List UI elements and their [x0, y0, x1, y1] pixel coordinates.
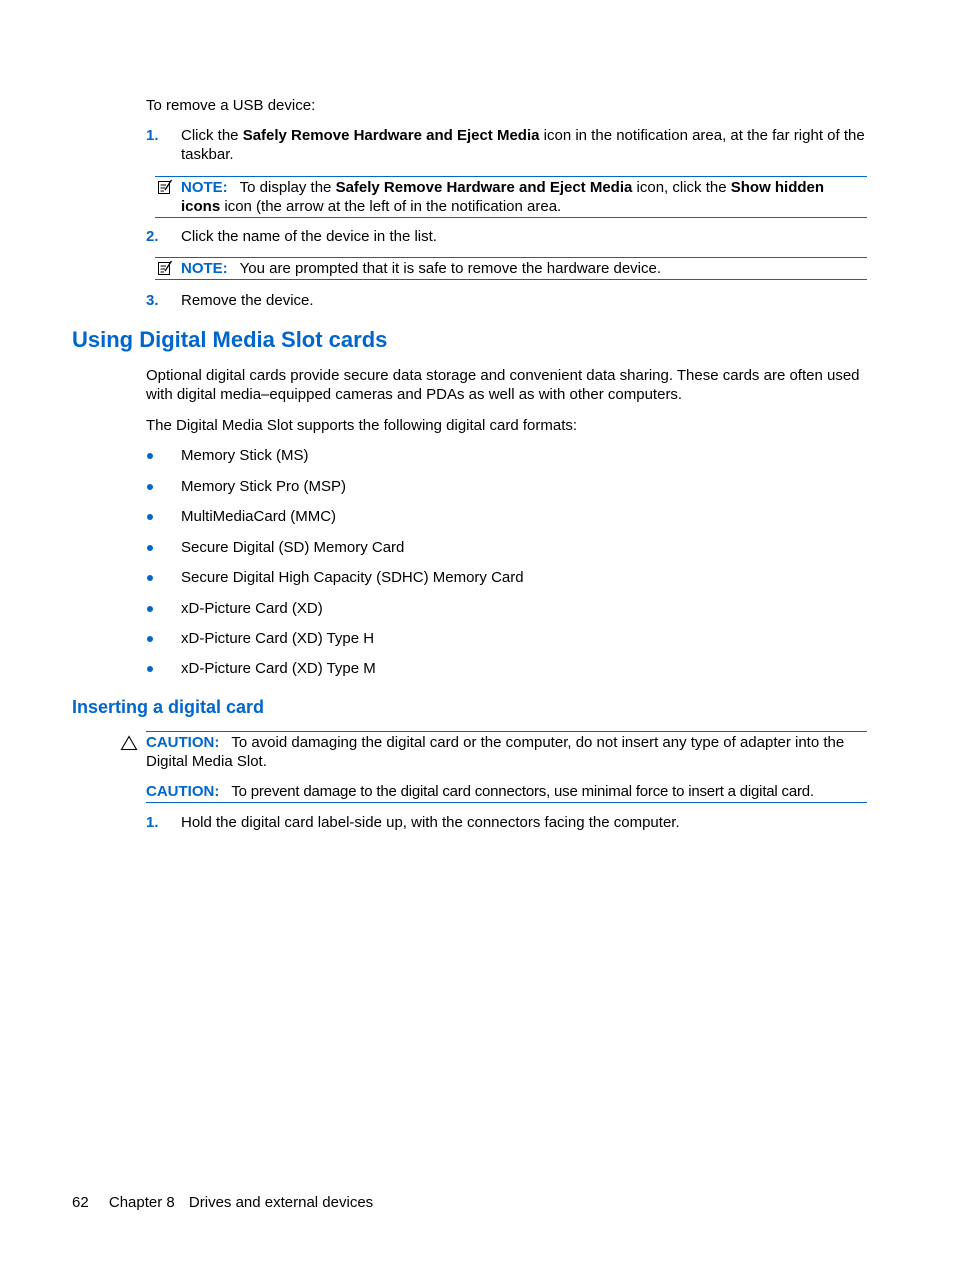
caution-label: CAUTION: — [146, 783, 220, 800]
list-item-text: Memory Stick Pro (MSP) — [181, 478, 347, 495]
step-number: 3. — [146, 292, 159, 309]
intro-text: To remove a USB device: — [146, 97, 316, 114]
section-heading: Using Digital Media Slot cards — [72, 327, 388, 352]
note-1-bold-a: Safely Remove Hardware and Eject Media — [335, 179, 633, 196]
note-1-bold-b: Show hidden icons — [181, 179, 825, 215]
insert-step-1-text: Hold the digital card label-side up, with the connectors facing the computer. — [181, 814, 680, 831]
bullet-icon — [147, 666, 153, 672]
note-1 — [155, 176, 867, 218]
page-number: 62 — [72, 1194, 89, 1211]
list-item-text: Memory Stick (MS) — [181, 447, 309, 464]
bullet-icon — [147, 453, 153, 459]
caution-triangle-icon — [120, 735, 138, 751]
bullet-icon — [147, 484, 153, 490]
page-footer — [72, 1193, 373, 1212]
bullet-icon — [147, 514, 153, 520]
bullet-icon — [147, 606, 153, 612]
note-1-text-b: icon, click the — [632, 179, 731, 196]
step-3-text: Remove the device. — [181, 292, 314, 309]
list-item-text: xD-Picture Card (XD) Type H — [181, 630, 375, 647]
list-item-text: Secure Digital High Capacity (SDHC) Memory Card — [181, 569, 524, 586]
list-item-text: Secure Digital (SD) Memory Card — [181, 539, 405, 556]
caution-2 — [146, 782, 867, 803]
step-1-text — [181, 126, 867, 164]
step-1-post: icon in the notification area, at the far right of the taskbar. — [181, 127, 865, 163]
note-icon — [157, 179, 173, 195]
list-item-text: xD-Picture Card (XD) Type M — [181, 660, 376, 677]
footer-chapter: Chapter 8 — [108, 1194, 175, 1211]
caution-2-text: To prevent damage to the digital card connectors, use minimal force to insert a digital card. — [231, 783, 814, 800]
note-2 — [155, 257, 867, 280]
step-number: 2. — [146, 228, 159, 245]
caution-1 — [146, 731, 867, 771]
step-number: 1. — [146, 127, 159, 144]
bullet-icon — [147, 636, 153, 642]
step-1-bold: Safely Remove Hardware and Eject Media — [242, 127, 540, 144]
step-2-text: Click the name of the device in the list. — [181, 228, 437, 245]
note-label: NOTE: — [181, 260, 228, 277]
bullet-icon — [147, 545, 153, 551]
list-item-text: xD-Picture Card (XD) — [181, 600, 323, 617]
bullet-icon — [147, 575, 153, 581]
caution-label: CAUTION: — [146, 734, 220, 751]
list-item-text: MultiMediaCard (MMC) — [181, 508, 337, 525]
step-number: 1. — [146, 814, 159, 831]
note-2-text: You are prompted that it is safe to remove the hardware device. — [239, 260, 662, 277]
note-icon — [157, 260, 173, 276]
footer-chapter-title: Drives and external devices — [188, 1194, 374, 1211]
subsection-heading: Inserting a digital card — [72, 697, 265, 717]
section-paragraph-2: The Digital Media Slot supports the following digital card formats: — [146, 417, 578, 434]
step-1-pre: Click the — [181, 127, 243, 144]
note-1-text-a: To display the — [239, 179, 336, 196]
note-1-text-c: icon (the arrow at the left of in the notification area. — [220, 198, 562, 215]
section-paragraph-1: Optional digital cards provide secure data storage and convenient data sharing. These cards are often used with digital media–equipped cameras and PDAs as well as with other computers. — [146, 367, 860, 403]
note-label: NOTE: — [181, 179, 228, 196]
caution-1-text: To avoid damaging the digital card or the computer, do not insert any type of adapter into the Digital Media Slot. — [146, 734, 845, 770]
